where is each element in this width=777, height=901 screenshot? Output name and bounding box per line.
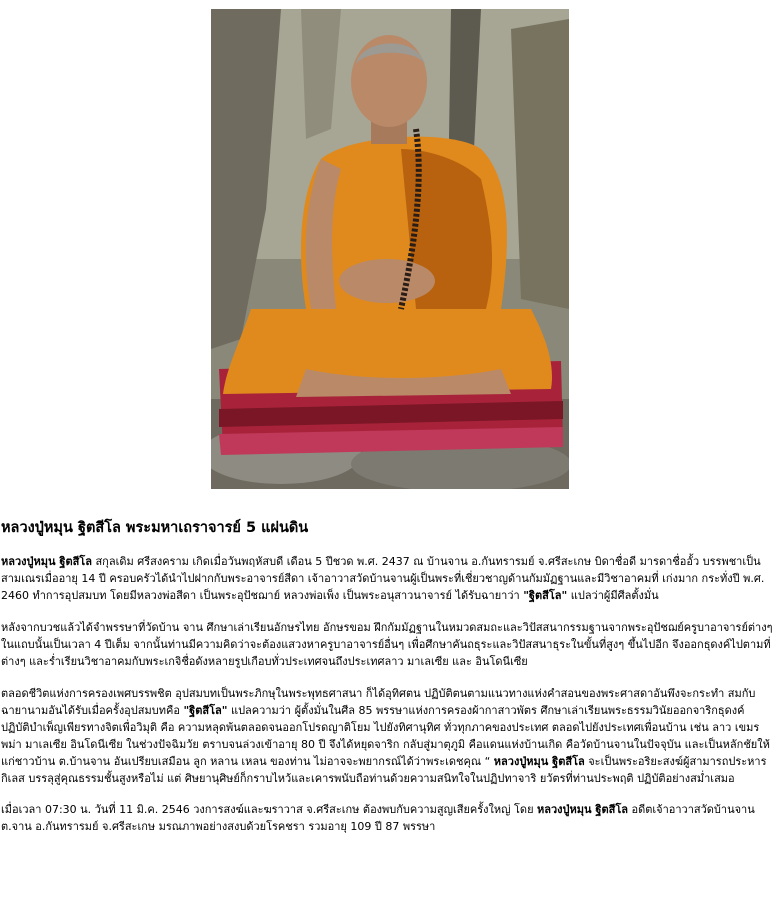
monk-dharma-name: "ฐิตสีโล" xyxy=(183,704,228,717)
paragraph-text: อดีตเจ้าอาวาสวัดบ้านจาน ต.จาน อ.กันทรารมย์ จ.ศรีสะเกษ มรณภาพอย่างสงบด้วยโรคชรา รวมอายุ 109 ปี 87 พรรษา xyxy=(1,803,755,833)
paragraph-text: จะเป็นพระอริยะสงฆ์ผู้สามารถประหารกิเลส บรรลุสู่คุณธรรมชั้นสูงหรือไม่ แต่ ศิษยานุศิษย์ก็กราบไหว้และเคารพนับถือท่านด้วยความสนิทใจในปฏิปทาจาริ ยวัตรที่ท่านประพฤติ ปฏิบัติอย่างสม่ำเสมอ xyxy=(1,755,767,785)
paragraph-text: เมื่อเวลา 07:30 น. วันที่ 11 มิ.ค. 2546 วงการสงฆ์และฆราวาส จ.ศรีสะเกษ ต้องพบกับความสูญเสียครั้งใหญ่ โดย xyxy=(1,803,538,816)
paragraph-education: หลังจากบวชแล้วได้จำพรรษาที่วัดบ้าน จาน ศึกษาเล่าเรียนอักษรไทย อักษรขอม ฝึกกัมมัฏฐานในหมวดสมถะและวิปัสสนากรรมฐานจากพระอุปัชฌย์ครูบาอาจารย์ต่างๆ ในแถบนั้นเป็นเวลา 4 ปีเต็ม จากนั้นท่านมีความคิดว่าจะต้องแสวงหาครูบาอาจารย์อื่นๆ เพื่อศึกษาคันถธุระและวิปัสสนาธุระในขั้นที่สูงๆ ขึ้นไปอีก จึงออกธุดงค์ไปตามที่ต่างๆ และร่ำเรียนวิชาอาคมกับพระเกจิชื่อดังหลายรูปเกือบทั่วประเทศจนถึงประเทศลาว มาเลเซีย และ อินโดนีเซีย xyxy=(1,621,773,668)
paragraph-passing xyxy=(0,801,777,835)
monk-portrait-image xyxy=(211,9,569,489)
paragraph-text: สกุลเดิม ศรีสงคราม เกิดเมื่อวันพฤหัสบดี เดือน 5 ปีชวด พ.ศ. 2437 ณ บ้านจาน อ.กันทรารมย์ จ.ศรีสะเกษ บิดาชื่อดี มารดาชื่ออั้ว บรรพชาเป็นสามเณรเมื่ออายุ 14 ปี ครอบครัวได้นำไปฝากกับพระอาจารย์สีดา เจ้าอาวาสวัดบ้านจานผู้เป็นพระที่เชี่ยวชาญด้านกัมมัฏฐานและมีวิชาอาคมที่ เก่งมาก กระทั่งปี พ.ศ. 2460 ทำการอุปสมบท โดยมีหลวงพ่อสีดา เป็นพระอุปัชฌาย์ หลวงพ่อเพ็ง เป็นพระอนุสาวนาจารย์ ได้รับฉายาว่า xyxy=(1,555,765,602)
article-title: หลวงปู่หมุน ฐิตสีโล พระมหาเถราจารย์ 5 แผ่นดิน xyxy=(1,520,309,536)
monk-name: หลวงปู่หมุน ฐิตสีโล xyxy=(1,555,92,568)
paragraph-text: ตลอดชีวิตแห่งการครองเพศบรรพชิต อุปสมบทเป็นพระภิกษุในพระพุทธศาสนา ก็ได้อุทิศตน ปฏิบัติตนตามแนวทางแห่งคำสอนของพระศาสดาอันพึงจะกระทำ สมกับฉายานามอันได้รับเมื่อครั้งอุปสมบทคือ xyxy=(1,687,756,717)
paragraph-biography xyxy=(0,553,777,604)
paragraph-text: แปลว่าผู้มีศีลตั้งมั่น xyxy=(567,589,659,602)
monk-dharma-name: "ฐิตสีโล" xyxy=(523,589,568,602)
article xyxy=(0,518,777,835)
monk-photo xyxy=(211,9,569,489)
paragraph-text: แปลความว่า ผู้ตั้งมั่นในศีล 85 พรรษาแห่งการครองผ้ากาสาวพัตร ศึกษาเล่าเรียนพระธรรมวินัยออกจาริกธุดงค์ ปฏิบัติบำเพ็ญเพียรทางจิตเพื่อวิมุติ คือ ความหลุดพ้นตลอดจนออกโปรดญาติโยม ไปยังทิศานุทิศ ทั่วทุกภาคของประเทศ ตลอดไปยังประเทศเพื่อนบ้าน เช่น ลาว เขมร พม่า มาเลเซีย อินโดนีเซีย ในช่วงปัจฉิมวัย ตราบจนล่วงเข้าอายุ 80 ปี จึงได้หยุดจาริก กลับสู่มาตุภูมิ คือแดนแห่งบ้านเกิด คือวัดบ้านจานในปัจจุบัน และเป็นหลักชัยให้แก่ชาวบ้าน ต.บ้านจาน อันเปรียบเสมือน ลูก หลาน เหลน ของท่าน ไม่อาจจะพยากรณ์ได้ว่าพระเดชคุณ “ xyxy=(1,704,770,768)
monk-name: หลวงปู่หมุน ฐิตสีโล xyxy=(493,755,585,768)
paragraph-monkhood xyxy=(0,685,777,787)
monk-name: หลวงปู่หมุน ฐิตสีโล xyxy=(537,803,628,816)
